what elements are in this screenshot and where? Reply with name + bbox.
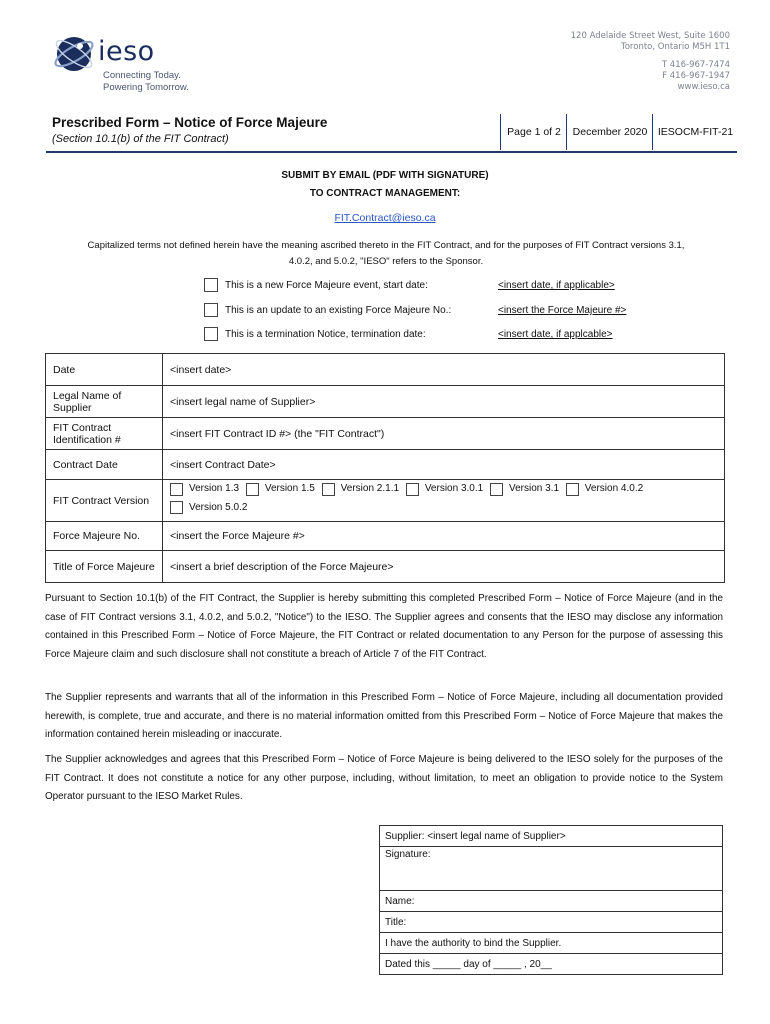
- title-rule: [46, 151, 737, 153]
- checkbox-version-4-0-2[interactable]: [566, 483, 579, 496]
- force-majeure-details-table: [45, 353, 725, 583]
- logo-tagline-1: Connecting Today.: [103, 70, 181, 81]
- fax-number: F 416-967-1947: [662, 71, 730, 81]
- contract-version-options: [163, 480, 725, 522]
- table-row: [380, 933, 723, 954]
- form-subtitle: (Section 10.1(b) of the FIT Contract): [52, 133, 229, 145]
- table-row: [46, 551, 725, 583]
- table-row: [46, 450, 725, 480]
- contract-date-field[interactable]: <insert Contract Date>: [163, 450, 725, 480]
- table-row: [380, 954, 723, 975]
- checkbox-version-3-1[interactable]: [490, 483, 503, 496]
- form-code: IESOCM-FIT-21: [652, 114, 738, 150]
- version-option[interactable]: [170, 482, 239, 496]
- globe-icon: [52, 32, 96, 76]
- name-field[interactable]: Name:: [380, 891, 723, 912]
- table-row: [380, 891, 723, 912]
- table-row: [46, 386, 725, 418]
- table-row: [46, 480, 725, 522]
- checkbox-version-1-3[interactable]: [170, 483, 183, 496]
- contract-email-link[interactable]: FIT.Contract@ieso.ca: [334, 212, 436, 224]
- legal-name-field[interactable]: <insert legal name of Supplier>: [163, 386, 725, 418]
- version-label: Version 1.3: [189, 483, 240, 494]
- table-row: [46, 354, 725, 386]
- ieso-logo: [52, 32, 232, 98]
- version-label: Version 1.5: [264, 483, 315, 494]
- website[interactable]: www.ieso.ca: [677, 82, 730, 92]
- fm-title-label: Title of Force Majeure: [46, 551, 163, 583]
- table-row: [380, 826, 723, 847]
- option-update-value[interactable]: <insert the Force Majeure #>: [498, 305, 627, 316]
- contract-id-field[interactable]: <insert FIT Contract ID #> (the "FIT Contract"): [163, 418, 725, 450]
- form-date: December 2020: [566, 114, 653, 150]
- version-option[interactable]: [490, 482, 559, 496]
- option-termination-label: This is a termination Notice, termination date:: [225, 328, 426, 340]
- fm-title-field[interactable]: <insert a brief description of the Force Majeure>: [163, 551, 725, 583]
- contract-id-label: FIT Contract Identification #: [46, 418, 163, 450]
- intro-line-2: 4.0.2, and 5.0.2, "IESO" refers to the Sponsor.: [288, 256, 484, 267]
- page-indicator: Page 1 of 2: [500, 114, 567, 150]
- version-option[interactable]: [322, 482, 399, 496]
- checkbox-version-2-1-1[interactable]: [322, 483, 335, 496]
- option-new-event-label: This is a new Force Majeure event, start date:: [225, 279, 428, 291]
- submit-instruction-2: TO CONTRACT MANAGEMENT:: [309, 188, 461, 199]
- address-line-1: 120 Adelaide Street West, Suite 1600: [570, 31, 730, 41]
- paragraph-representations: The Supplier represents and warrants that all of the information in this Prescribed Form – Notice of Force Majeure, including all documentation provided herewith, is complete, true and accurate, and there is no material information omitted from this Prescribed Form – Notice of Force Majeure that makes the information contained herein misleading or inaccurate.: [45, 692, 723, 740]
- legal-name-label: Legal Name of Supplier: [46, 386, 163, 418]
- date-field[interactable]: <insert date>: [163, 354, 725, 386]
- table-row: [46, 418, 725, 450]
- supplier-field[interactable]: Supplier: <insert legal name of Supplier>: [380, 826, 723, 847]
- signature-block: [379, 825, 723, 975]
- checkbox-version-1-5[interactable]: [246, 483, 259, 496]
- checkbox-update[interactable]: [204, 303, 218, 317]
- contract-version-label: FIT Contract Version: [46, 480, 163, 522]
- checkbox-new-event[interactable]: [204, 278, 218, 292]
- option-termination-value[interactable]: <insert date, if applcable>: [498, 329, 613, 340]
- version-label: Version 5.0.2: [189, 501, 248, 513]
- checkbox-termination[interactable]: [204, 327, 218, 341]
- version-option[interactable]: [566, 482, 643, 496]
- option-update-label: This is an update to an existing Force Majeure No.:: [225, 304, 452, 316]
- version-label: Version 2.1.1: [340, 483, 400, 494]
- table-row: [46, 522, 725, 551]
- address-line-2: Toronto, Ontario M5H 1T1: [620, 42, 730, 52]
- phone-number: T 416-967-7474: [661, 60, 730, 70]
- checkbox-version-3-0-1[interactable]: [406, 483, 419, 496]
- authority-statement: I have the authority to bind the Supplier.: [380, 933, 723, 954]
- paragraph-acknowledgement: The Supplier acknowledges and agrees that this Prescribed Form – Notice of Force Majeure is being delivered to the IESO solely for the purposes of the FIT Contract. It does not constitute a notice for any other purpose, including, without limitation, to meet an obligation to provide notice to the System Operator pursuant to the IESO Market Rules.: [45, 754, 723, 802]
- intro-line-1: Capitalized terms not defined herein have the meaning ascribed thereto in the FIT Contract, and for the purposes of FIT Contract versions 3.1,: [87, 240, 685, 251]
- version-option[interactable]: [406, 482, 483, 496]
- version-label: Version 3.1: [508, 483, 560, 494]
- force-majeure-no-label: Force Majeure No.: [46, 522, 163, 551]
- date-label: Date: [46, 354, 163, 386]
- logo-tagline-2: Powering Tomorrow.: [103, 82, 189, 93]
- table-row: [380, 912, 723, 933]
- intro-note: [46, 238, 726, 270]
- title-field[interactable]: Title:: [380, 912, 723, 933]
- version-label: Version 3.0.1: [424, 483, 484, 494]
- form-title: Prescribed Form – Notice of Force Majeure: [52, 115, 328, 130]
- paragraph-submission: Pursuant to Section 10.1(b) of the FIT Contract, the Supplier is hereby submitting this completed Prescribed Form – Notice of Force Majeure (and in the case of FIT Contract versions 3.1, 4.0.2, and 5.0.2, "Notice") to the IESO. The Supplier agrees and consents that the IESO may disclose any information contained in this Prescribed Form – Notice of Force Majeure, the FIT Contract or related documentation to any Person for the purpose of assessing this Force Majeure claim and such disclosure shall not constitute a breach of Article 7 of the FIT Contract.: [45, 593, 723, 660]
- dated-field[interactable]: Dated this _____ day of _____ , 20__: [380, 954, 723, 975]
- force-majeure-no-field[interactable]: <insert the Force Majeure #>: [163, 522, 725, 551]
- submit-instruction-1: SUBMIT BY EMAIL (PDF WITH SIGNATURE): [281, 170, 489, 181]
- version-label: Version 4.0.2: [584, 483, 644, 494]
- option-new-event-value[interactable]: <insert date, if applicable>: [498, 280, 615, 291]
- contract-date-label: Contract Date: [46, 450, 163, 480]
- address-block: [571, 31, 730, 93]
- option-new-event[interactable]: [204, 278, 428, 292]
- signature-field[interactable]: Signature:: [380, 847, 723, 891]
- option-termination[interactable]: [204, 327, 426, 341]
- logo-wordmark: ieso: [98, 36, 155, 67]
- option-update[interactable]: [204, 303, 451, 317]
- checkbox-version-5-0-2[interactable]: [170, 501, 183, 514]
- version-option[interactable]: [246, 482, 315, 496]
- version-option[interactable]: [170, 501, 247, 515]
- table-row: [380, 847, 723, 891]
